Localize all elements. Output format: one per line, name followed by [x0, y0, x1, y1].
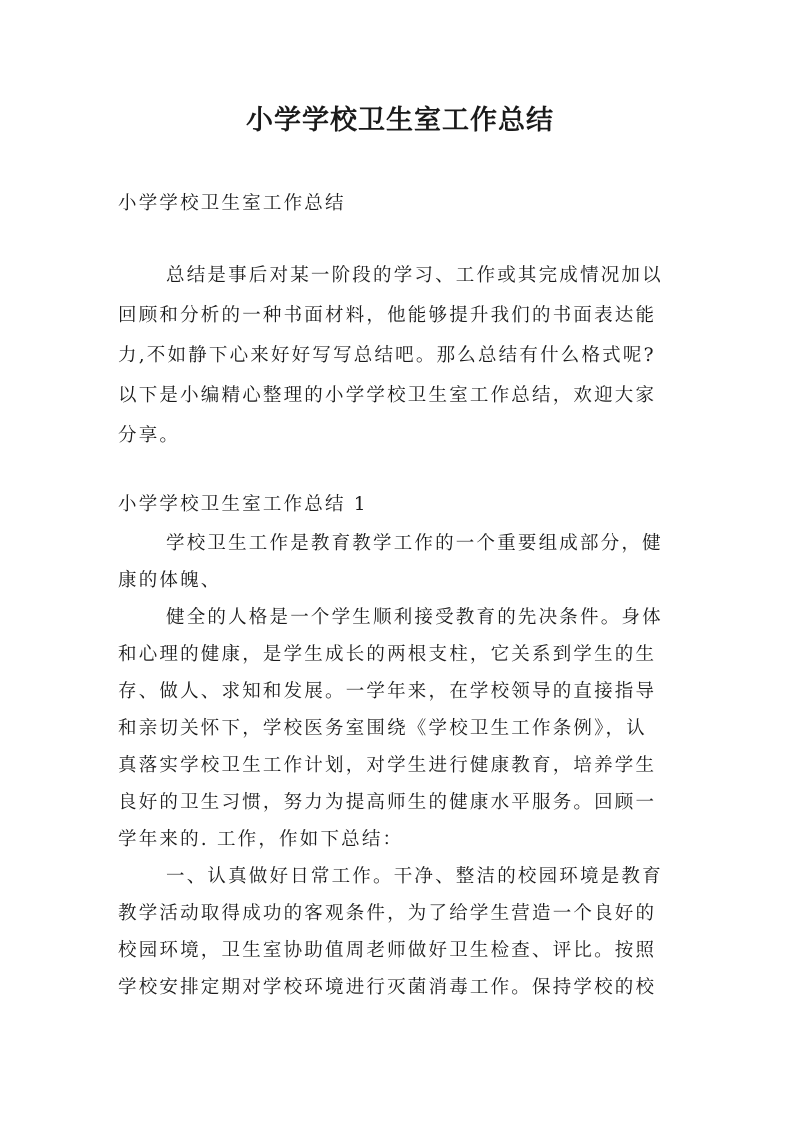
intro-line: 回顾和分析的一种书面材料，他能够提升我们的书面表达能: [118, 305, 657, 326]
body-line: 一、认真做好日常工作。干净、整洁的校园环境是教育: [166, 866, 663, 887]
intro-line: 总结是事后对某一阶段的学习、工作或其完成情况加以: [166, 265, 663, 286]
body-line: 校园环境，卫生室协助值周老师做好卫生检查、评比。按照: [118, 940, 657, 961]
document-title: 小学学校卫生室工作总结: [246, 105, 554, 136]
body-line: 教学活动取得成功的客观条件，为了给学生营造一个良好的: [118, 903, 657, 924]
intro-line: 分享。: [118, 425, 181, 446]
body-line: 和心理的健康，是学生成长的两根支柱，它关系到学生的生: [118, 644, 657, 665]
section-heading: 小学学校卫生室工作总结 1: [118, 494, 368, 515]
intro-line: 力,不如静下心来好好写写总结吧。那么总结有什么格式呢?: [118, 345, 656, 366]
body-line: 学年来的. 工作，作如下总结：: [118, 829, 404, 850]
body-line: 学校安排定期对学校环境进行灭菌消毒工作。保持学校的校: [118, 977, 657, 998]
body-line: 良好的卫生习惯，努力为提高师生的健康水平服务。回顾一: [118, 792, 657, 813]
body-line: 和亲切关怀下，学校医务室围绕《学校卫生工作条例》，认: [118, 718, 647, 739]
body-line: 学校卫生工作是教育教学工作的一个重要组成部分，健: [166, 533, 663, 554]
body-line: 真落实学校卫生工作计划，对学生进行健康教育，培养学生: [118, 755, 657, 776]
body-line: 存、做人、求知和发展。一学年来，在学校领导的直接指导: [118, 681, 657, 702]
body-line: 健全的人格是一个学生顺利接受教育的先决条件。身体: [166, 607, 663, 628]
document-subtitle: 小学学校卫生室工作总结: [118, 193, 346, 214]
intro-line: 以下是小编精心整理的小学学校卫生室工作总结，欢迎大家: [118, 385, 657, 406]
body-line: 康的体魄、: [118, 570, 222, 591]
